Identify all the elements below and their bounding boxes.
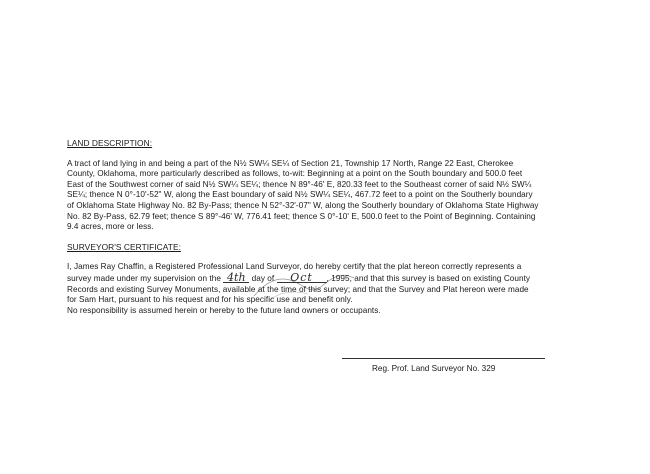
land-description-line: No. 82 By-Pass, 62.79 feet; thence S 89°-46' W, 776.41 feet; thence S 0°-10' E, 500.0 feet to the Point of Beginning. Containing [67, 211, 536, 221]
land-description-line: County, Oklahoma, more particularly described as follows, to-wit: Beginning at a point on the South boundary and 500.0 feet [67, 169, 523, 179]
handwritten-day: 4th [223, 273, 249, 283]
signature-line [342, 358, 545, 359]
certificate-line: Records and existing Survey Monuments, available at the time of this survey; and that the Survey and Plat hereon were made [67, 284, 529, 294]
surveyor-certificate-heading: SURVEYOR'S CERTIFICATE: [67, 241, 181, 252]
land-description-line: of Oklahoma State Highway No. 82 By-Pass; thence N 52°-32'-07" W, along the Southerly boundary of Oklahoma State Highway [67, 200, 539, 210]
certificate-text: survey made under my supervision on the [67, 273, 221, 283]
handwritten-month: Oct [277, 273, 327, 283]
land-description-line: A tract of land lying in and being a part of the N½ SW¼ SE¼ of Section 21, Township 17 North, Range 22 East, Cherokee [67, 158, 514, 168]
certificate-text: day of [251, 273, 275, 283]
signature-label: Reg. Prof. Land Surveyor No. 329 [372, 364, 496, 373]
land-description-heading: LAND DESCRIPTION: [67, 138, 153, 148]
certificate-line: I, James Ray Chaffin, a Registered Professional Land Surveyor, do hereby certify that the plat hereon correctly represents a [67, 262, 522, 272]
land-description-line: East of the Southwest corner of said N½ SW¼ SE¼; thence N 89°-46' E, 820.33 feet to the Southeast corner of said N½ SW¼ [67, 179, 532, 189]
certificate-line: for Sam Hart, pursuant to his request and for his specific use and benefit only. [67, 295, 353, 305]
land-description-paragraph [67, 159, 587, 233]
land-description-line: 9.4 acres, more or less. [67, 222, 154, 232]
certificate-line: No responsibility is assumed herein or hereby to the future land owners or occupants. [67, 305, 381, 315]
certificate-text: , 1995, and that this survey is based on existing County [326, 273, 531, 283]
signature-scribble-icon [250, 266, 360, 310]
land-description-line: SE¼; thence N 0°-10'-52" W, along the East boundary of said N½ SW¼ SE¼, 467.72 feet to a point on the Southerly boundary [67, 190, 533, 200]
